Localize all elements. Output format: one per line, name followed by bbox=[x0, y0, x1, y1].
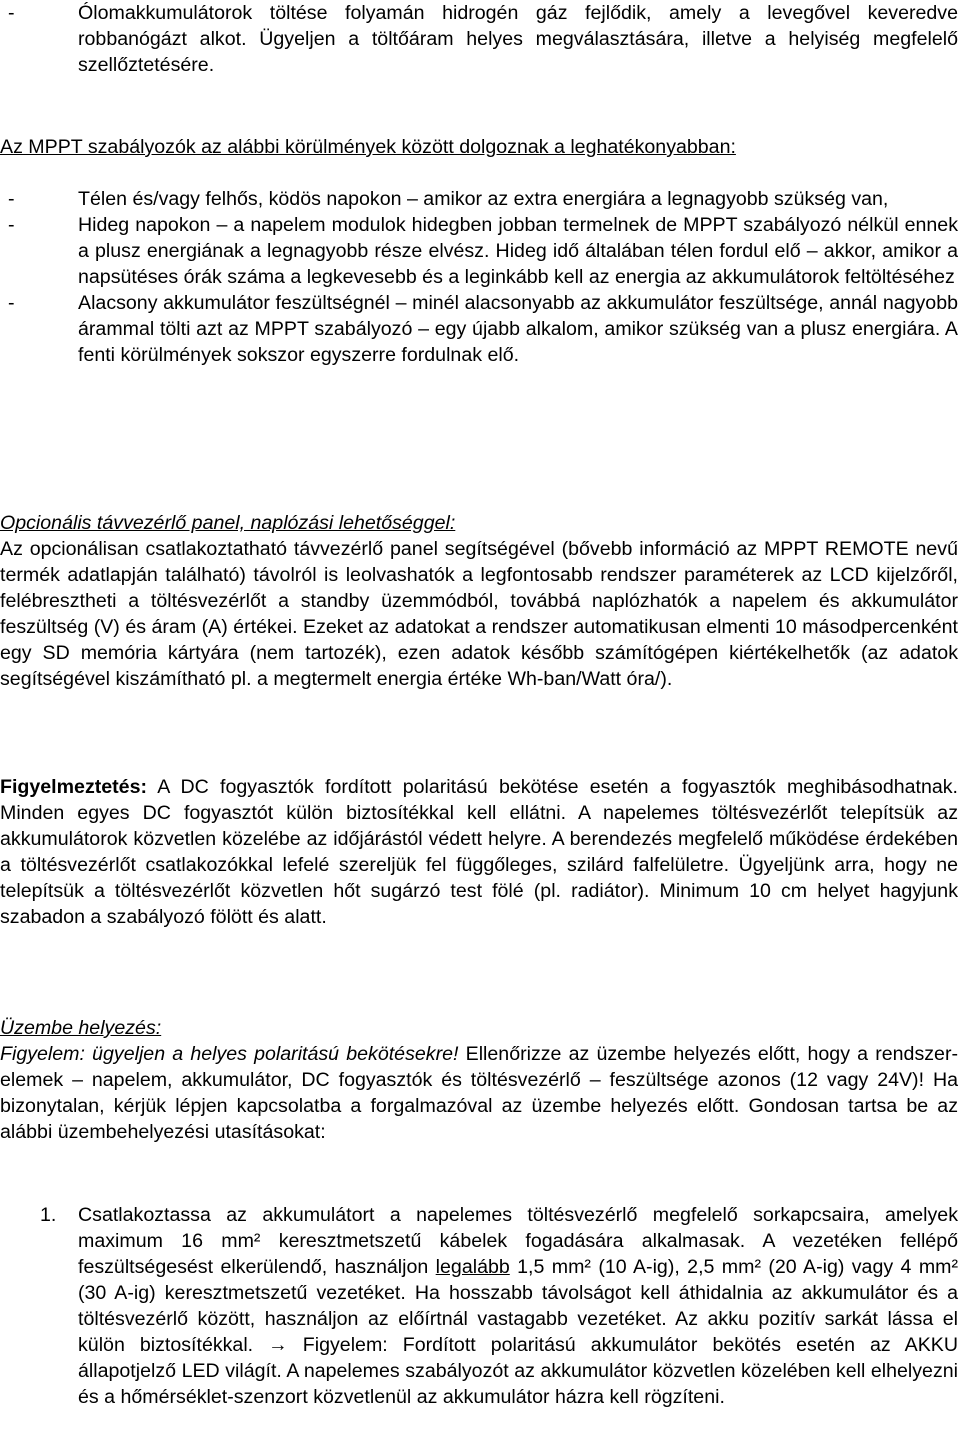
mppt-item-winter bbox=[0, 186, 958, 212]
intro-text: Ólomakkumulátorok töltése folyamán hidrogén gáz fejlődik, amely a levegővel keveredve robbanógázt alkot. Ügyeljen a töltőáram helyes megválasztására, illetve a helyiség megfelelő szellőztetésére. bbox=[78, 2, 958, 76]
bullet-marker: - bbox=[8, 214, 15, 236]
mppt-item-text: Télen és/vagy felhős, ködös napokon – amikor az extra energiára a legnagyobb szükség van, bbox=[78, 188, 889, 210]
remote-text: Az opcionálisan csatlakoztatható távvezérlő panel segítségével (bővebb információ az MPPT REMOTE nevű termék adatlapján található) távolról is leolvashatók a legfontosabb rendszer paraméterek az LCD kijelzőről, felébresztheti a töltésvezérlőt a standby üzemmódból, továbbá naplózhatók a napelem és akkumulátor feszültség (V) és áram (A) értékei. Ezeket az adatokat a rendszer automatikusan elmenti 10 másodpercenként egy SD memória kártyára (nem tartozék), ezen adatok később számítógépen kiértékelhetők (az adatok segítségével kiszámítható pl. a megtermelt energia értéke Wh-ban/Watt óra/). bbox=[0, 538, 958, 690]
mppt-item-low-voltage bbox=[0, 290, 958, 368]
install-paragraph bbox=[0, 1041, 958, 1145]
step-1-paragraph bbox=[0, 1202, 958, 1410]
step-number: 1. bbox=[40, 1204, 57, 1226]
mppt-section bbox=[0, 134, 958, 368]
warning-label: Figyelmeztetés: bbox=[0, 776, 148, 798]
install-step-1 bbox=[0, 1202, 958, 1410]
install-section bbox=[0, 1015, 958, 1145]
warning-paragraph bbox=[0, 774, 958, 930]
step-1-text-part1: Csatlakoztassa az akkumulátort a napelemes töltésvezérlő megfelelő sorkapcsaira, amelyek maximum 16 mm² keresztmetszetű kábelek fogadására alkalmasak. A vezetéken fellépő feszültségesést elkerülendő, használjon bbox=[78, 1204, 958, 1278]
bullet-marker: - bbox=[8, 292, 15, 314]
install-caution: Figyelem: ügyeljen a helyes polaritású bekötésekre! bbox=[0, 1043, 459, 1065]
mppt-item-cold bbox=[0, 212, 958, 290]
remote-section bbox=[0, 510, 958, 692]
step-1-text-part2: 1,5 mm² (10 A-ig), 2,5 mm² (20 A-ig) vagy 4 mm² (30 A-ig) keresztmetszetű vezetéket. Ha hosszabb távolságot kell áthidalnia az akkumulátor és a töltésvezérlő között, használjon az előírtnál vastagabb vezetéket. Az akku pozitív sarkát lássa el külön biztosítékkal. → Figyelem: Fordított polaritású akkumulátor bekötés esetén az AKKU állapotjelző LED világít. A napelemes szabályozót az akkumulátor közvetlen közelében kell elhelyezni és a hőmérséklet-szenzort közvetlenül az akkumulátor házra kell rögzíteni. bbox=[78, 1256, 958, 1408]
install-text: Ellenőrizze az üzembe helyezés előtt, hogy a rendszer-elemek – napelem, akkumulátor, DC fogyasztók és töltésvezérlő – feszültsége azonos (12 vagy 24V)! Ha bizonytalan, kérjük lépjen kapcsolatba a forgalmazóval az üzembe helyezés előtt. Gondosan tartsa be az alábbi üzembehelyezési utasításokat: bbox=[0, 1043, 958, 1143]
install-heading: Üzembe helyezés: bbox=[0, 1017, 162, 1039]
bullet-marker: - bbox=[8, 2, 15, 24]
intro-bullet-item bbox=[0, 0, 958, 78]
intro-section bbox=[0, 0, 958, 78]
step-1-emphasis: legalább bbox=[435, 1256, 510, 1278]
mppt-item-text: Alacsony akkumulátor feszültségnél – minél alacsonyabb az akkumulátor feszültsége, annál nagyobb árammal tölti azt az MPPT szabályozó – egy újabb alkalom, amikor szükség van a plusz energiára. A fenti körülmények sokszor egyszerre fordulnak elő. bbox=[78, 292, 958, 366]
mppt-heading: Az MPPT szabályozók az alábbi körülmények között dolgoznak a leghatékonyabban: bbox=[0, 136, 736, 158]
warning-section bbox=[0, 774, 958, 930]
warning-text: A DC fogyasztók fordított polaritású bekötése esetén a fogyasztók meghibásodhatnak. Minden egyes DC fogyasztót külön biztosítékkal kell ellátni. A napelemes töltésvezérlőt telepítsük az akkumulátorok közvetlen közelébe az időjárástól védett helyre. A berendezés megfelelő működése érdekében a töltésvezérlőt csatlakozókkal lefelé szereljük fel függőleges, szilárd falfelületre. Ügyeljünk arra, hogy ne telepítsük a töltésvezérlőt közvetlen hőt sugárzó test fölé (pl. radiátor). Minimum 10 cm helyet hagyjunk szabadon a szabályozó fölött és alatt. bbox=[0, 776, 958, 928]
bullet-marker: - bbox=[8, 188, 15, 210]
remote-heading: Opcionális távvezérlő panel, naplózási lehetőséggel: bbox=[0, 512, 456, 534]
mppt-item-text: Hideg napokon – a napelem modulok hidegben jobban termelnek de MPPT szabályozó nélkül ennek a plusz energiának a legnagyobb része elvész. Hideg idő általában télen fordul elő – akkor, amikor a napsütéses órák száma a legkevesebb és a leginkább kell az energia az akkumulátorok feltöltéséhez bbox=[78, 214, 958, 288]
